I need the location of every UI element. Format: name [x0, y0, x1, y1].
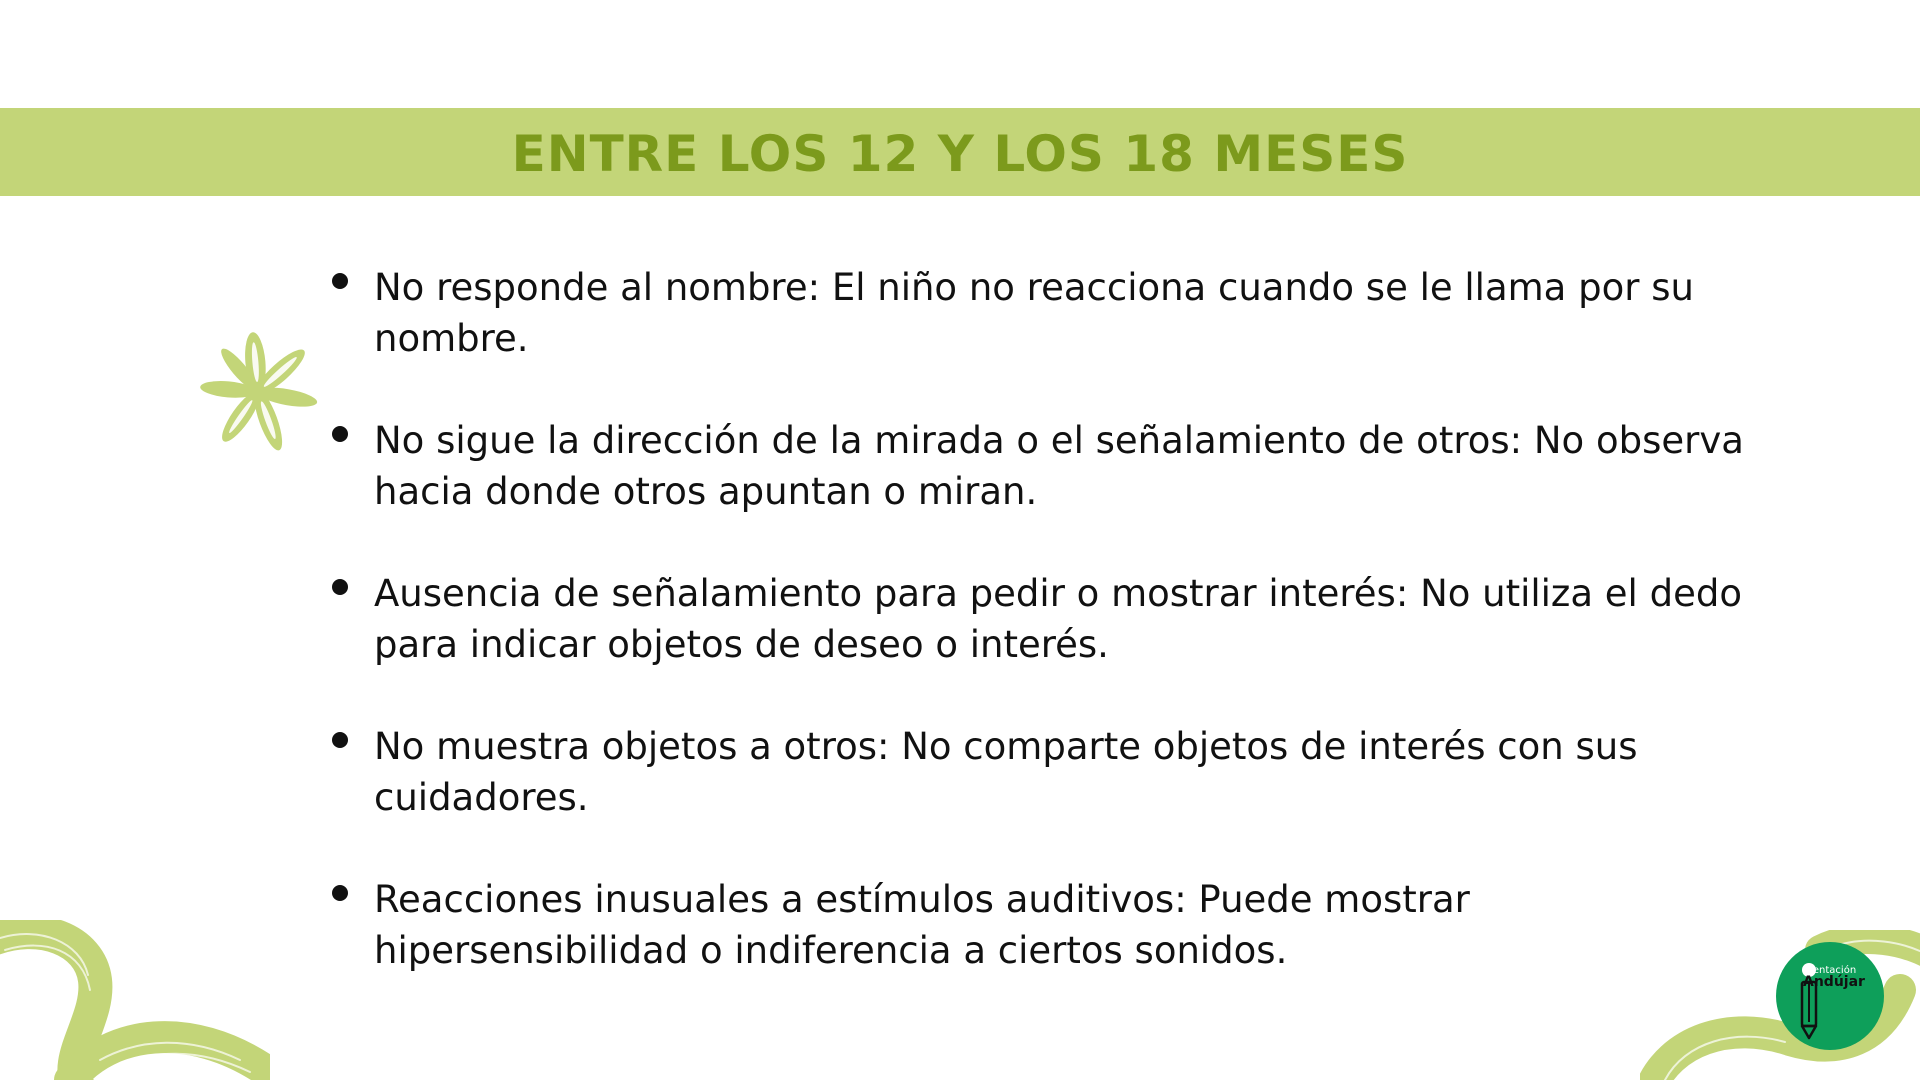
swirl-decoration-left: [0, 920, 270, 1080]
bullet-dot: [332, 732, 348, 748]
bullet-dot: [332, 579, 348, 595]
list-item: [330, 568, 1750, 670]
list-item: [330, 721, 1750, 823]
list-item: [330, 415, 1750, 517]
list-item-text: No sigue la dirección de la mirada o el señalamiento de otros: No observa hacia donde otros apuntan o miran.: [374, 419, 1744, 513]
logo-text-bottom: Andújar: [1803, 974, 1865, 990]
list-item: [330, 262, 1750, 364]
flower-icon: [196, 330, 320, 454]
list-item-text: Reacciones inusuales a estímulos auditivos: Puede mostrar hipersensibilidad o indiferencia a ciertos sonidos.: [374, 878, 1470, 972]
bullet-dot: [332, 273, 348, 289]
slide-title: ENTRE LOS 12 Y LOS 18 MESES: [511, 125, 1409, 183]
list-item: [330, 874, 1750, 976]
list-item-text: No responde al nombre: El niño no reacciona cuando se le llama por su nombre.: [374, 266, 1694, 360]
logo-text-top: rientación: [1806, 965, 1857, 976]
list-item-text: No muestra objetos a otros: No comparte objetos de interés con sus cuidadores.: [374, 725, 1638, 819]
title-band: [0, 108, 1920, 196]
bullet-list: [330, 262, 1750, 1027]
brand-logo: [1776, 942, 1884, 1050]
list-item-text: Ausencia de señalamiento para pedir o mostrar interés: No utiliza el dedo para indicar objetos de deseo o interés.: [374, 572, 1742, 666]
bullet-dot: [332, 885, 348, 901]
bullet-dot: [332, 426, 348, 442]
